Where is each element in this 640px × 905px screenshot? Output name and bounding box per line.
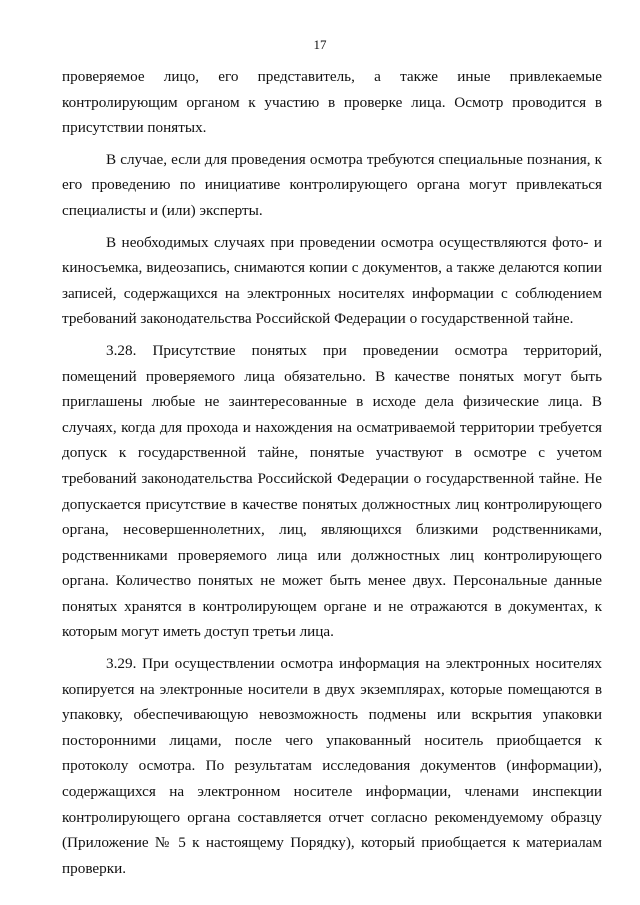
- page-number: 17: [313, 37, 327, 52]
- paragraph-experts: В случае, если для проведения осмотра требуются специальные познания, к его проведению по инициативе контролирующего органа могут привлекаться специалисты и (или) эксперты.: [62, 150, 602, 219]
- paragraph-photo-video: В необходимых случаях при проведении осмотра осуществляются фото- и киносъемка, видеозапись, снимаются копии с документов, а также делаются копии записей, содержащихся на электронных носителях информации с соблюдением требований законодательства Российской Федерации о государственной тайне.: [62, 233, 602, 328]
- paragraph-3-28: 3.28. Присутствие понятых при проведении осмотра территорий, помещений проверяемого лица обязательно. В качестве понятых могут быть приглашены любые не заинтересованные в исходе дела физические лица. В случаях, когда для прохода и нахождения на осматриваемой территории требуется допуск к государственной тайне, понятые участвуют в осмотре с учетом требований законодательства Российской Федерации о государственной тайне. Не допускается присутствие в качестве понятых должностных лиц контролирующего органа, несовершеннолетних, лиц, являющихся близкими родственниками, родственниками проверяемого лица или должностных лиц контролирующего органа. Количество понятых не может быть менее двух. Персональные данные понятых хранятся в контролирующем органе и не отражаются в документах, к которым могут иметь доступ третьи лица.: [62, 341, 602, 641]
- paragraph-3-29: 3.29. При осуществлении осмотра информация на электронных носителях копируется на электронные носители в двух экземплярах, которые помещаются в упаковку, обеспечивающую невозможность подмены или вскрытия упаковки посторонними лицами, после чего упакованный носитель приобщается к протоколу осмотра. По результатам исследования документов (информации), содержащихся на электронном носителе информации, членами инспекции контролирующего органа составляется отчет согласно рекомендуемому образцу (Приложение № 5 к настоящему Порядку), который приобщается к материалам проверки.: [62, 655, 602, 877]
- paragraph-continuation: проверяемое лицо, его представитель, а также иные привлекаемые контролирующим органом к участию в проверке лица. Осмотр проводится в присутствии понятых.: [62, 68, 602, 137]
- document-body: [62, 64, 602, 887]
